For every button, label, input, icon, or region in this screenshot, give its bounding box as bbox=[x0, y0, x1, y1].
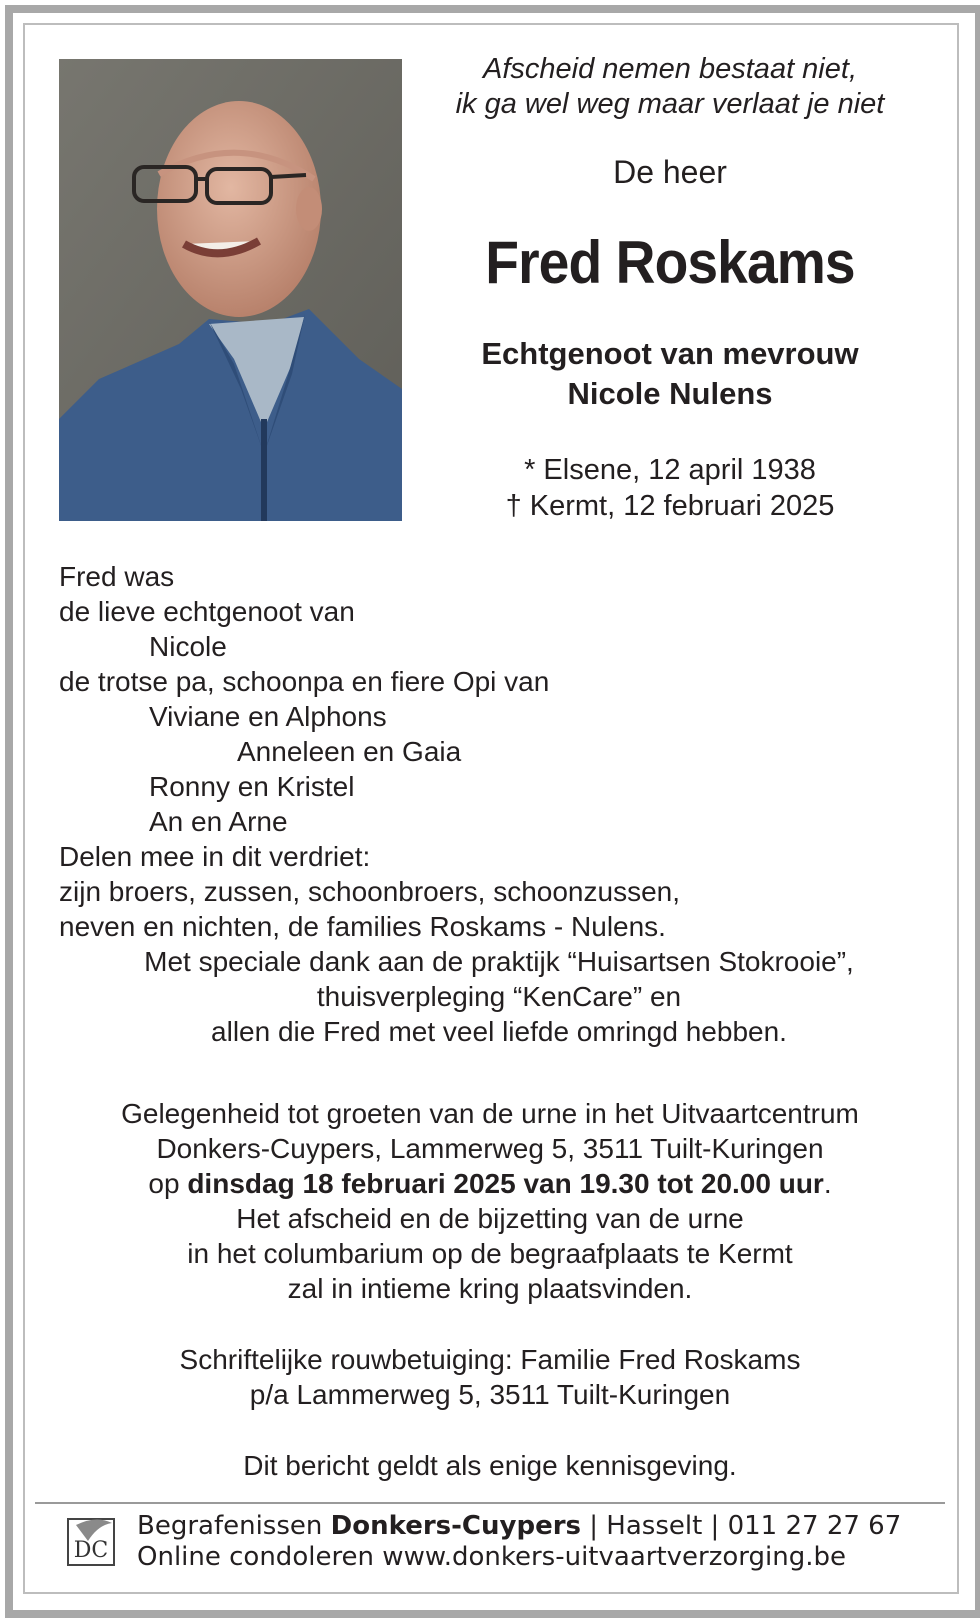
thanks-line-2: thuisverpleging “KenCare” en bbox=[316, 981, 682, 1012]
spouse-label: de lieve echtgenoot van bbox=[59, 596, 355, 627]
ceremony-date: dinsdag 18 februari 2025 van 19.30 tot 20.00 uur bbox=[187, 1168, 824, 1199]
condolence-line-1: Schriftelijke rouwbetuiging: Familie Fred Roskams bbox=[179, 1344, 801, 1375]
footer-prefix: Begrafenissen bbox=[137, 1511, 331, 1541]
footer-online: Online condoleren www.donkers-uitvaartverzorging.be bbox=[137, 1542, 846, 1572]
spouse-name: Nicole bbox=[149, 631, 227, 662]
ceremony-line-6: zal in intieme kring plaatsvinden. bbox=[287, 1273, 693, 1304]
children-label: de trotse pa, schoonpa en fiere Opi van bbox=[59, 666, 550, 697]
child-1: Viviane en Alphons bbox=[149, 701, 387, 732]
ceremony-line-3 bbox=[40, 1166, 940, 1201]
relatives-line-2: neven en nichten, de families Roskams - Nulens. bbox=[59, 911, 666, 942]
ceremony-line-2: Donkers-Cuypers, Lammerweg 5, 3511 Tuilt-Kuringen bbox=[156, 1133, 824, 1164]
death-date: † Kermt, 12 februari 2025 bbox=[505, 490, 835, 522]
notice-text: Dit bericht geldt als enige kennisgeving. bbox=[243, 1450, 737, 1481]
relatives-line-1: zijn broers, zussen, schoonbroers, schoonzussen, bbox=[59, 876, 680, 907]
spouse-line-1: Echtgenoot van mevrouw bbox=[481, 336, 859, 371]
spouse-info bbox=[430, 334, 910, 414]
footer-divider bbox=[35, 1502, 945, 1504]
grandchildren-1: Anneleen en Gaia bbox=[237, 736, 462, 767]
portrait-photo bbox=[59, 59, 402, 521]
condolence-line-2: p/a Lammerweg 5, 3511 Tuilt-Kuringen bbox=[249, 1379, 731, 1410]
ceremony-section bbox=[40, 1096, 940, 1306]
ceremony-line-1: Gelegenheid tot groeten van de urne in het Uitvaartcentrum bbox=[121, 1098, 859, 1129]
ceremony-line-4: Het afscheid en de bijzetting van de urne bbox=[236, 1203, 744, 1234]
birth-date: * Elsene, 12 april 1938 bbox=[524, 454, 816, 486]
family-intro: Fred was bbox=[59, 561, 175, 592]
footer-company: Donkers-Cuypers bbox=[330, 1511, 582, 1541]
thanks-line-1: Met speciale dank aan de praktijk “Huisartsen Stokrooie”, bbox=[144, 946, 854, 977]
spouse-line-2: Nicole Nulens bbox=[567, 376, 773, 411]
motto bbox=[430, 52, 910, 122]
logo-letters: DC bbox=[73, 1538, 109, 1563]
family-section bbox=[59, 559, 939, 1049]
deceased-name: Fred Roskams bbox=[485, 229, 855, 296]
thanks-line-3: allen die Fred met veel liefde omringd hebben. bbox=[211, 1016, 787, 1047]
child-2: Ronny en Kristel bbox=[149, 771, 355, 802]
condolence-section bbox=[40, 1342, 940, 1412]
ceremony-date-prefix: op bbox=[148, 1168, 188, 1199]
footer-location: | Hasselt | 011 27 27 67 bbox=[581, 1511, 902, 1541]
funeral-home-logo bbox=[66, 1515, 118, 1569]
honorific: De heer bbox=[613, 154, 727, 190]
ceremony-line-5: in het columbarium op de begraafplaats te Kermt bbox=[187, 1238, 793, 1269]
life-dates bbox=[430, 452, 910, 524]
motto-line-2: ik ga wel weg maar verlaat je niet bbox=[455, 88, 885, 120]
child-3: An en Arne bbox=[149, 806, 288, 837]
footer-line-1 bbox=[137, 1511, 957, 1542]
footer bbox=[137, 1511, 957, 1573]
motto-line-1: Afscheid nemen bestaat niet, bbox=[482, 53, 857, 85]
sharing-label: Delen mee in dit verdriet: bbox=[59, 841, 371, 872]
ceremony-date-suffix: . bbox=[823, 1168, 832, 1199]
